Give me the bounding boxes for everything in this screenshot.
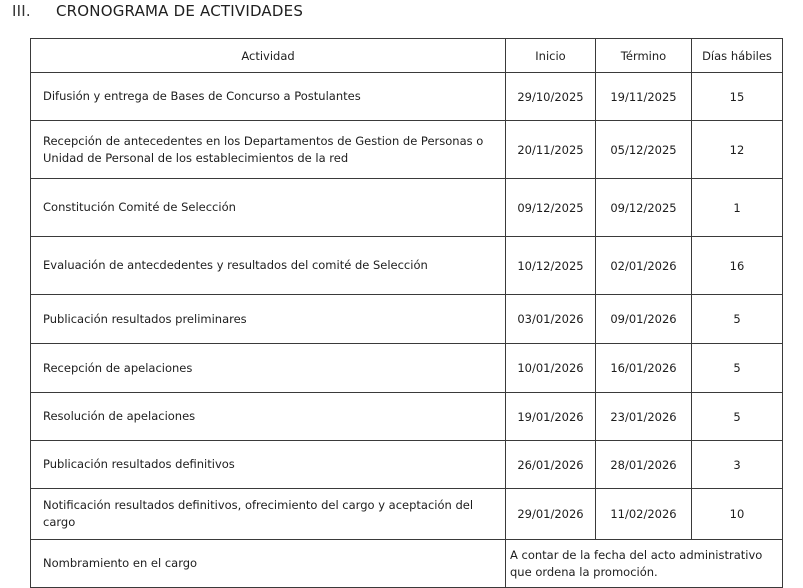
end-date-cell: 23/01/2026 — [596, 393, 692, 441]
table-row — [31, 73, 783, 121]
start-date-cell: 10/12/2025 — [506, 237, 596, 295]
activity-cell: Difusión y entrega de Bases de Concurso a Postulantes — [31, 73, 506, 121]
table-row-final — [31, 540, 783, 588]
end-date-cell: 16/01/2026 — [596, 344, 692, 393]
start-date-cell: 29/01/2026 — [506, 489, 596, 540]
business-days-cell: 12 — [692, 121, 783, 179]
business-days-cell: 10 — [692, 489, 783, 540]
business-days-cell: 16 — [692, 237, 783, 295]
start-date-cell: 29/10/2025 — [506, 73, 596, 121]
activity-cell: Constitución Comité de Selección — [31, 179, 506, 237]
table-row — [31, 237, 783, 295]
end-date-cell: 09/01/2026 — [596, 295, 692, 344]
schedule-table — [30, 38, 783, 588]
start-date-cell: 26/01/2026 — [506, 441, 596, 489]
start-date-cell: 19/01/2026 — [506, 393, 596, 441]
section-heading — [12, 2, 303, 20]
business-days-cell: 1 — [692, 179, 783, 237]
activity-cell: Publicación resultados definitivos — [31, 441, 506, 489]
activity-cell: Resolución de apelaciones — [31, 393, 506, 441]
header-activity: Actividad — [31, 39, 506, 73]
end-date-cell: 19/11/2025 — [596, 73, 692, 121]
start-date-cell: 10/01/2026 — [506, 344, 596, 393]
section-title: CRONOGRAMA DE ACTIVIDADES — [56, 2, 304, 20]
business-days-cell: 15 — [692, 73, 783, 121]
end-date-cell: 02/01/2026 — [596, 237, 692, 295]
header-end: Término — [596, 39, 692, 73]
table-row — [31, 441, 783, 489]
activity-cell: Evaluación de antecdedentes y resultados del comité de Selección — [31, 237, 506, 295]
business-days-cell: 5 — [692, 295, 783, 344]
start-date-cell: 09/12/2025 — [506, 179, 596, 237]
business-days-cell: 3 — [692, 441, 783, 489]
activity-cell: Recepción de apelaciones — [31, 344, 506, 393]
table-row — [31, 295, 783, 344]
end-date-cell: 05/12/2025 — [596, 121, 692, 179]
table-row — [31, 121, 783, 179]
activity-cell: Nombramiento en el cargo — [31, 540, 506, 588]
table-row — [31, 489, 783, 540]
table-row — [31, 344, 783, 393]
start-date-cell: 20/11/2025 — [506, 121, 596, 179]
header-business-days: Días hábiles — [692, 39, 783, 73]
activity-cell: Notificación resultados definitivos, ofrecimiento del cargo y aceptación del cargo — [31, 489, 506, 540]
end-date-cell: 09/12/2025 — [596, 179, 692, 237]
activity-cell: Publicación resultados preliminares — [31, 295, 506, 344]
table-row — [31, 179, 783, 237]
end-date-cell: 28/01/2026 — [596, 441, 692, 489]
activity-cell: Recepción de antecedentes en los Departamentos de Gestion de Personas o Unidad de Personal de los establecimientos de la red — [31, 121, 506, 179]
end-date-cell: 11/02/2026 — [596, 489, 692, 540]
start-date-cell: 03/01/2026 — [506, 295, 596, 344]
appointment-note-cell: A contar de la fecha del acto administrativo que ordena la promoción. — [506, 540, 783, 588]
business-days-cell: 5 — [692, 344, 783, 393]
table-row — [31, 393, 783, 441]
section-number: III. — [12, 2, 31, 20]
table-header-row — [31, 39, 783, 73]
business-days-cell: 5 — [692, 393, 783, 441]
header-start: Inicio — [506, 39, 596, 73]
